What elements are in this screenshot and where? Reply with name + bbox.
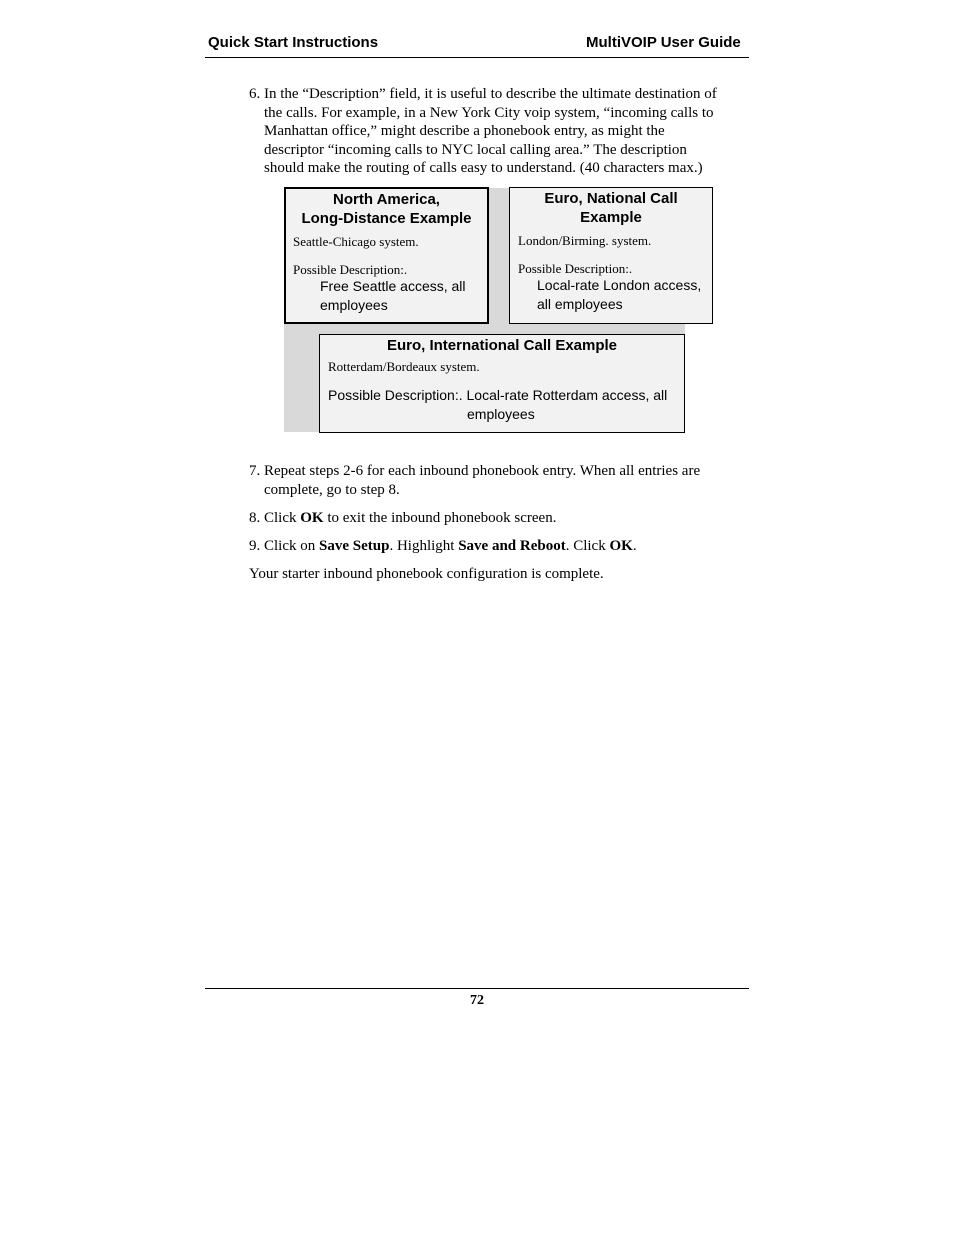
box-title-line-2: Example bbox=[580, 209, 642, 226]
closing-statement: Your starter inbound phonebook configuration is complete. bbox=[249, 566, 604, 582]
system-text: London/Birming. system. bbox=[518, 233, 652, 248]
box-title-line-1: North America, bbox=[333, 191, 440, 208]
description-line-2: employees bbox=[320, 297, 388, 313]
step-9: 9. Click on Save Setup. Highlight Save and Reboot. Click OK. bbox=[249, 538, 637, 554]
box-title-line-2: Long-Distance Example bbox=[301, 210, 472, 227]
box-title-line-1: Euro, National Call bbox=[544, 190, 678, 207]
system-text: Rotterdam/Bordeaux system. bbox=[328, 359, 480, 374]
description-line-2: employees bbox=[467, 406, 535, 422]
north-america-example-box bbox=[284, 187, 489, 324]
description-label: Possible Description:. bbox=[293, 262, 408, 277]
system-text: Seattle-Chicago system. bbox=[293, 234, 419, 249]
step-6-line-1: 6. In the “Description” field, it is useful to describe the ultimate destination of bbox=[249, 86, 717, 102]
header-rule bbox=[205, 57, 749, 58]
description-line-1: Free Seattle access, all bbox=[320, 278, 466, 294]
euro-national-example-box bbox=[509, 187, 713, 324]
header-guide-title: MultiVOIP User Guide bbox=[586, 34, 741, 51]
description-line-2: all employees bbox=[537, 296, 623, 312]
euro-international-example-box bbox=[319, 334, 685, 433]
step-6-line-4: descriptor “incoming calls to NYC local calling area.” The description bbox=[264, 142, 687, 158]
step-7-line-1: 7. Repeat steps 2-6 for each inbound phonebook entry. When all entries are bbox=[249, 463, 701, 479]
footer-rule bbox=[205, 988, 749, 989]
header-section-title: Quick Start Instructions bbox=[208, 34, 379, 51]
description-label: Possible Description:. bbox=[518, 261, 633, 276]
box-title: Euro, International Call Example bbox=[386, 337, 618, 354]
shaded-band-between bbox=[489, 188, 509, 324]
step-6-line-2: the calls. For example, in a New York City voip system, “incoming calls to bbox=[264, 105, 714, 121]
description-line-1: Local-rate London access, bbox=[537, 277, 702, 293]
step-6-line-3: Manhattan office,” might describe a phonebook entry, as might the bbox=[264, 123, 665, 139]
step-8: 8. Click OK to exit the inbound phonebook screen. bbox=[249, 510, 557, 526]
step-7-line-2: complete, go to step 8. bbox=[264, 482, 400, 498]
description-line-1: Possible Description:. Local-rate Rotterdam access, all bbox=[328, 387, 668, 403]
page-number: 72 bbox=[470, 993, 484, 1008]
step-6-line-5: should make the routing of calls easy to understand. (40 characters max.) bbox=[264, 160, 703, 176]
